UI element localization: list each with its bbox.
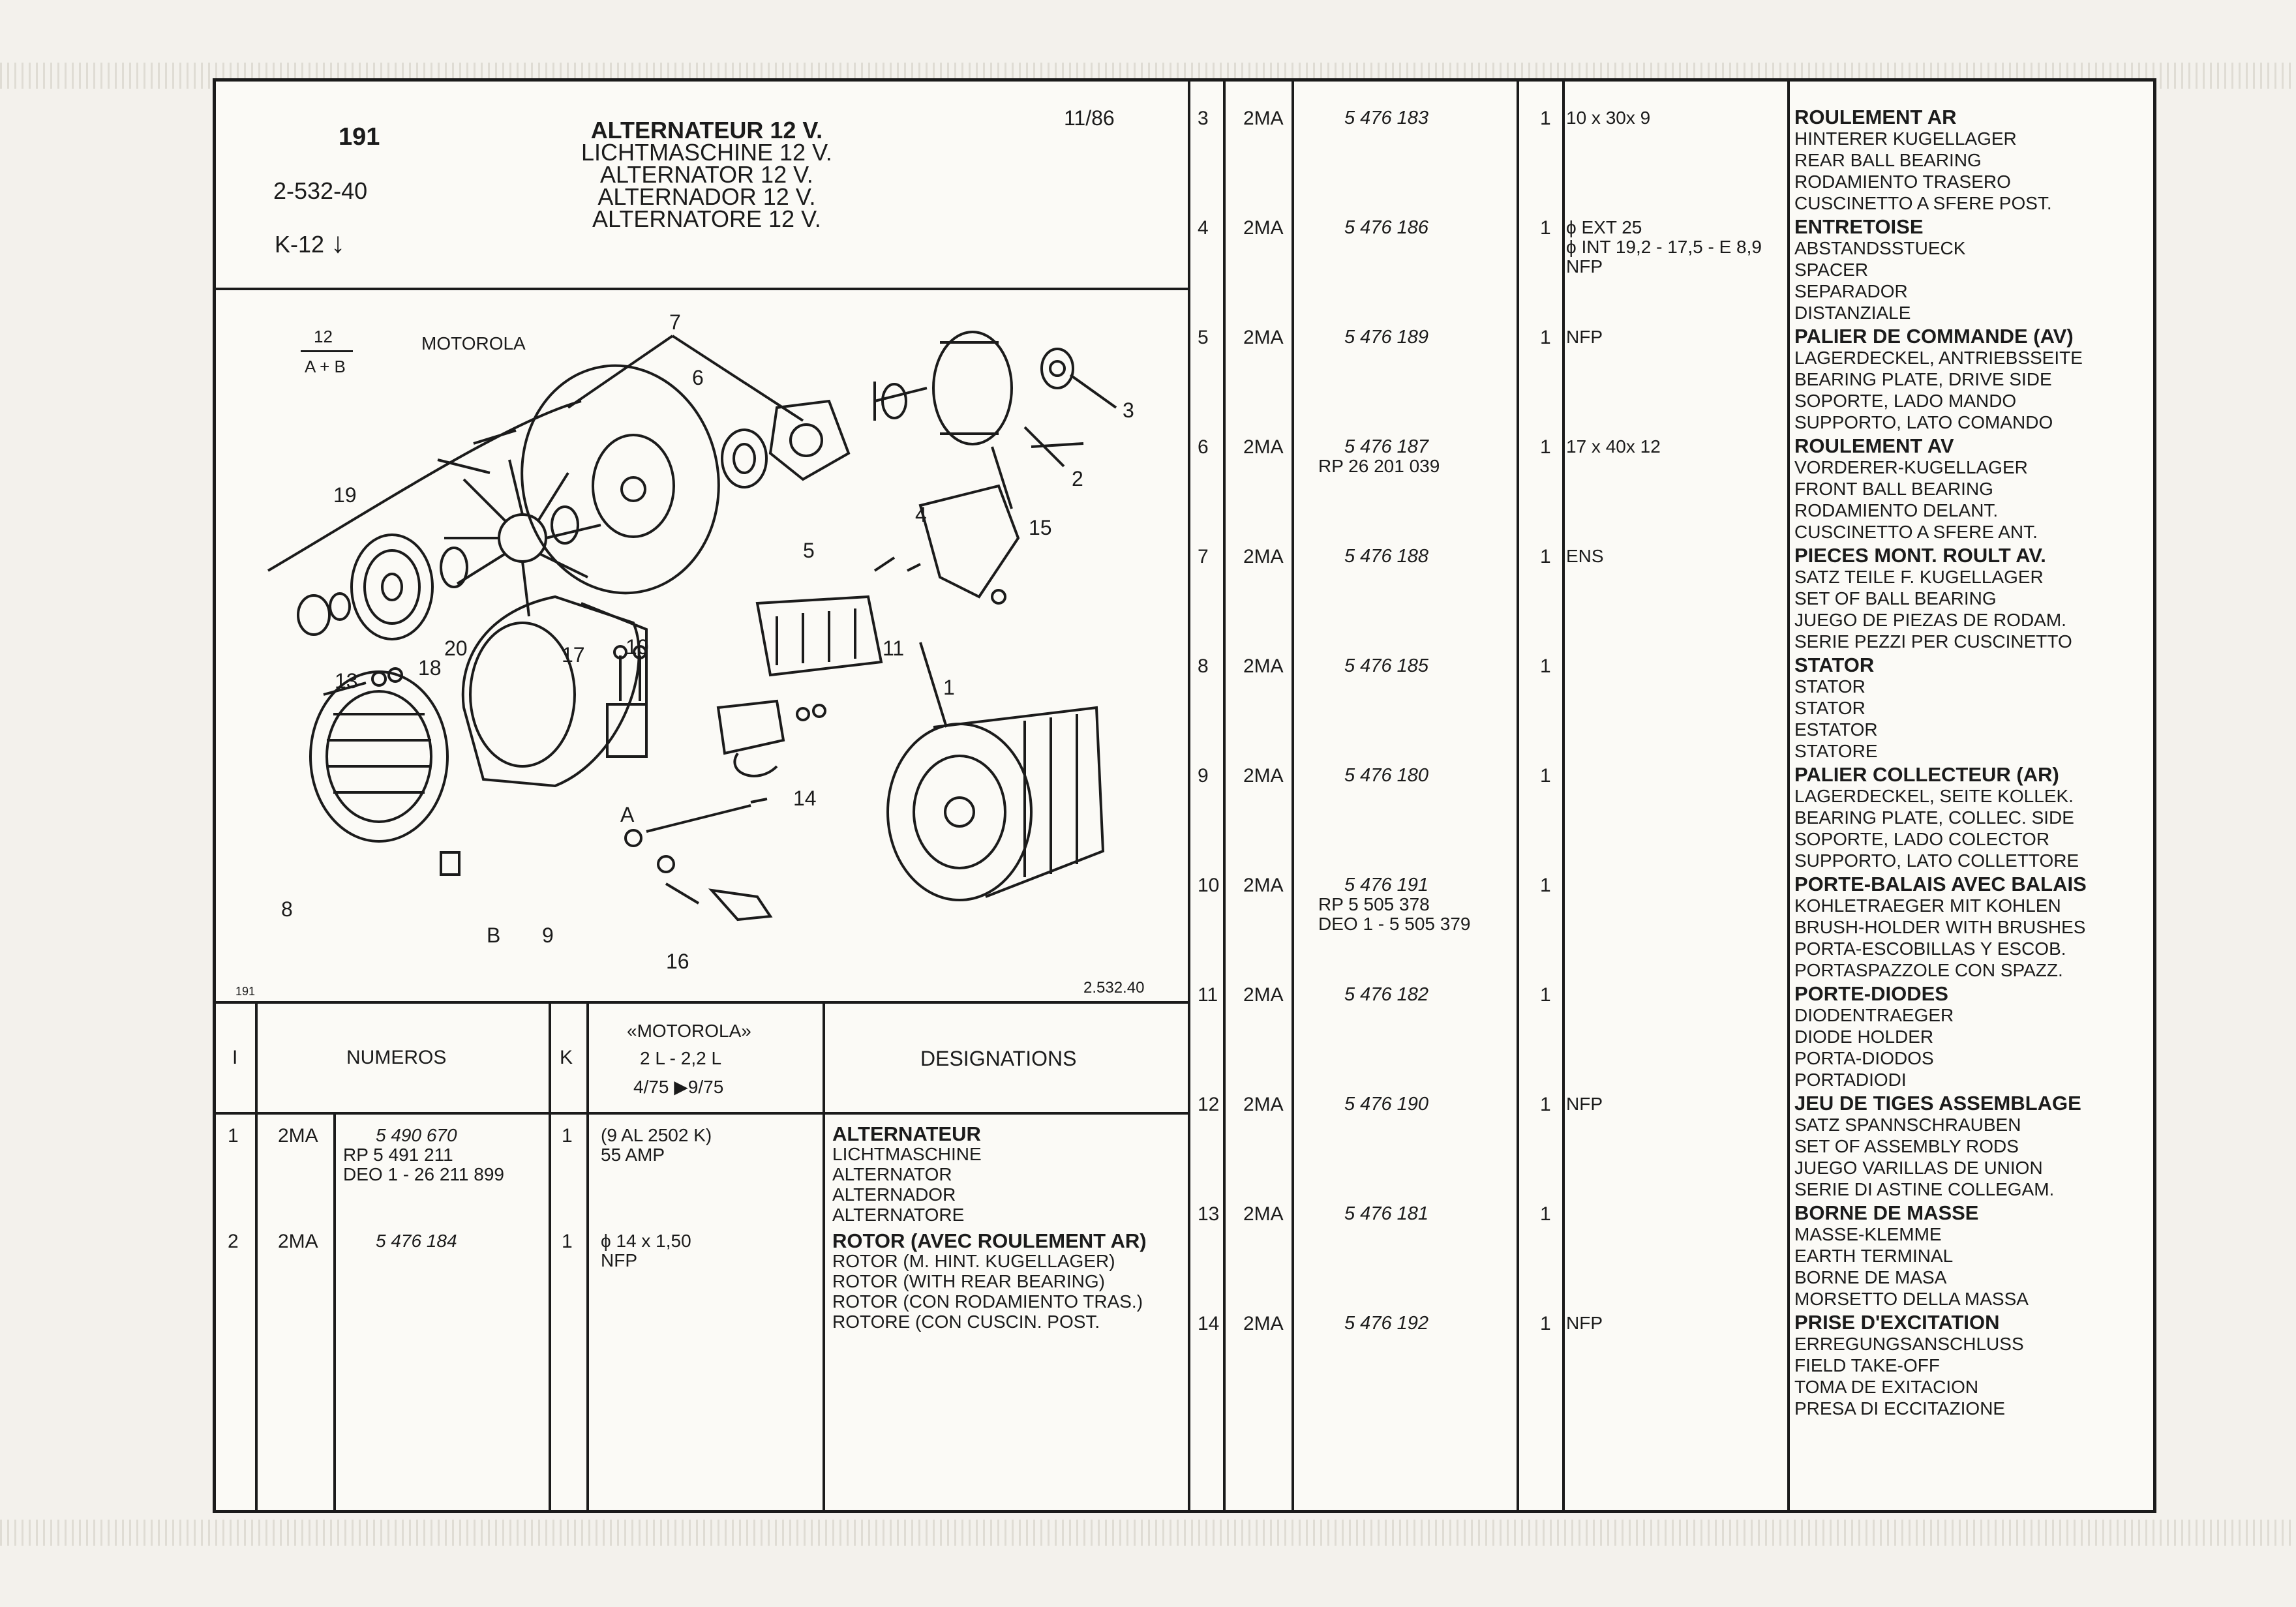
part-number: 5 490 670 [376, 1125, 457, 1145]
designation [1794, 654, 1878, 762]
spec-line: NFP [1566, 256, 1603, 277]
designation-line: BORNE DE MASA [1794, 1267, 1947, 1287]
designation-title: PRISE D'EXCITATION [1794, 1311, 2000, 1334]
group-code: 2MA [1243, 108, 1284, 129]
designation [1794, 435, 2038, 543]
group-code: 2MA [278, 1125, 318, 1147]
designation-line: ROTOR (M. HINT. KUGELLAGER) [832, 1251, 1115, 1271]
designation-title: ROTOR (AVEC ROULEMENT AR) [832, 1229, 1147, 1252]
quantity: 1 [1540, 217, 1551, 239]
col-header-numeros: NUMEROS [346, 1047, 447, 1068]
callout-13: 13 [335, 669, 358, 693]
callout-2: 2 [1072, 467, 1083, 490]
designation [1794, 1092, 2081, 1200]
part-number: 5 476 192 [1344, 1313, 1429, 1334]
designation-line: SOPORTE, LADO MANDO [1794, 391, 2017, 411]
model-engine: 2 L - 2,2 L [640, 1048, 722, 1068]
designation-line: BRUSH-HOLDER WITH BRUSHES [1794, 917, 2086, 937]
part-number: 5 476 189 [1344, 327, 1429, 348]
designation-line: FIELD TAKE-OFF [1794, 1355, 1940, 1375]
ratio-top: 12 [314, 327, 333, 346]
designation [1794, 1202, 2029, 1310]
callout-14: 14 [793, 787, 817, 810]
part-number-rp: RP 5 491 211 [343, 1145, 453, 1165]
designation-line: SUPPORTO, LATO COLLETTORE [1794, 850, 2079, 871]
callout-4: 4 [915, 503, 927, 526]
spec-line: 17 x 40x 12 [1566, 436, 1661, 457]
quantity: 1 [562, 1231, 573, 1252]
part-number-alt: DEO 1 - 5 505 379 [1318, 914, 1471, 934]
designation-title: BORNE DE MASSE [1794, 1201, 1979, 1224]
item-number: 6 [1198, 436, 1209, 458]
quantity: 1 [1540, 1094, 1551, 1115]
item-number: 10 [1198, 875, 1220, 896]
designation-line: STATOR [1794, 698, 1865, 718]
designation-line: PRESA DI ECCITAZIONE [1794, 1398, 2006, 1419]
rcol-line-spec [1787, 82, 1790, 1510]
designation-line: SEPARADOR [1794, 281, 1908, 301]
col-header-k: K [560, 1047, 573, 1068]
designation-line: ALTERNATOR [832, 1164, 952, 1184]
spec-line: NFP [1566, 1313, 1603, 1333]
quantity: 1 [1540, 1203, 1551, 1225]
designation-line: LAGERDECKEL, SEITE KOLLEK. [1794, 786, 2074, 806]
scan-noise-bottom [0, 1520, 2296, 1546]
item-number: 5 [1198, 327, 1209, 348]
model-dates: 4/75 ▶9/75 [633, 1077, 724, 1097]
designation-line: ALTERNADOR [832, 1184, 956, 1205]
designation-line: ESTATOR [1794, 719, 1878, 740]
quantity: 1 [1540, 546, 1551, 567]
designation-line: KOHLETRAEGER MIT KOHLEN [1794, 895, 2061, 916]
item-number: 1 [228, 1125, 239, 1147]
part-title-block [581, 119, 832, 230]
designation [1794, 325, 2083, 433]
alternator-drawing [216, 290, 1188, 998]
callout-5: 5 [803, 539, 815, 562]
figure-corner-code: 191 [235, 985, 256, 998]
designation-line: CUSCINETTO A SFERE ANT. [1794, 522, 2038, 542]
designation-line: BEARING PLATE, DRIVE SIDE [1794, 369, 2052, 389]
title-it: ALTERNATORE 12 V. [592, 205, 821, 232]
designation-line: ALTERNATORE [832, 1205, 965, 1225]
ratio-bottom: A + B [305, 357, 346, 376]
spec-line: ϕ 14 x 1,50 [601, 1231, 691, 1251]
quantity: 1 [1540, 436, 1551, 458]
group-code: 2MA [1243, 984, 1284, 1006]
designation-line: PORTA-DIODOS [1794, 1048, 1934, 1068]
callout-20: 20 [444, 637, 468, 660]
group-code: 2MA [1243, 1313, 1284, 1334]
designation [1794, 545, 2072, 652]
group-code: 2MA [1243, 655, 1284, 677]
designation-line: ERREGUNGSANSCHLUSS [1794, 1334, 2024, 1354]
item-number: 8 [1198, 655, 1209, 677]
col-header-i: I [232, 1047, 238, 1068]
spec-line: ENS [1566, 546, 1604, 566]
item-number: 14 [1198, 1313, 1220, 1334]
designation-title: PORTE-BALAIS AVEC BALAIS [1794, 873, 2087, 895]
col-header-designations: DESIGNATIONS [920, 1047, 1077, 1070]
designation-line: DIODE HOLDER [1794, 1027, 1934, 1047]
col-line-k [586, 1002, 589, 1511]
item-number: 4 [1198, 217, 1209, 239]
table-header-divider [216, 1112, 1188, 1115]
designation-line: EARTH TERMINAL [1794, 1246, 1954, 1266]
part-number: 5 476 182 [1344, 984, 1429, 1005]
brand-label: MOTOROLA [421, 333, 526, 353]
designation-line: FRONT BALL BEARING [1794, 479, 1993, 499]
designation-line: JUEGO DE PIEZAS DE RODAM. [1794, 610, 2066, 630]
spec-line: ϕ INT 19,2 - 17,5 - E 8,9 [1566, 237, 1762, 257]
designation [832, 1231, 1147, 1332]
quantity: 1 [1540, 655, 1551, 677]
group-code: 2MA [1243, 765, 1284, 787]
designation-line: JUEGO VARILLAS DE UNION [1794, 1158, 2043, 1178]
spec-line: ϕ EXT 25 [1566, 217, 1642, 237]
designation-line: ABSTANDSSTUECK [1794, 238, 1966, 258]
designation-line: MASSE-KLEMME [1794, 1224, 1942, 1244]
group-code: 2MA [1243, 217, 1284, 239]
designation-title: STATOR [1794, 653, 1875, 676]
group-code: 2MA [1243, 1094, 1284, 1115]
title-en: ALTERNATOR 12 V. [600, 161, 813, 188]
designation-line: ROTORE (CON CUSCIN. POST. [832, 1312, 1100, 1332]
part-number: 5 476 188 [1344, 546, 1429, 567]
designation-title: PORTE-DIODES [1794, 982, 1948, 1005]
designation-line: STATOR [1794, 676, 1865, 697]
designation [1794, 873, 2087, 981]
designation-line: SERIE PEZZI PER CUSCINETTO [1794, 631, 2072, 652]
callout-10: 10 [626, 635, 649, 659]
parts-sheet [213, 78, 2156, 1513]
designation-line: STATORE [1794, 741, 1878, 761]
callout-A: A [620, 803, 635, 826]
assembly-rod-19 [268, 401, 581, 571]
designation-line: ROTOR (CON RODAMIENTO TRAS.) [832, 1291, 1143, 1312]
spec-line: 10 x 30x 9 [1566, 108, 1651, 128]
sheet-variant: K-12 ↓ [275, 227, 346, 259]
callout-3: 3 [1123, 398, 1134, 422]
item-number: 12 [1198, 1094, 1220, 1115]
spec-line: NFP [1566, 327, 1603, 347]
designation-line: DISTANZIALE [1794, 303, 1911, 323]
callout-9: 9 [542, 924, 554, 947]
part-number: 5 476 190 [1344, 1094, 1429, 1115]
designation [1794, 983, 1954, 1090]
item-number: 3 [1198, 108, 1209, 129]
designation-line: TOMA DE EXITACION [1794, 1377, 1979, 1397]
callout-8: 8 [281, 897, 293, 921]
callout-6: 6 [692, 366, 704, 389]
callout-B: B [487, 924, 501, 947]
callout-7: 7 [669, 310, 681, 334]
callout-11: 11 [883, 637, 905, 660]
part-number: 5 476 184 [376, 1231, 457, 1251]
designation-title: ENTRETOISE [1794, 215, 1924, 238]
rcol-line-num [1517, 82, 1519, 1510]
designation-line: LICHTMASCHINE [832, 1144, 982, 1164]
designation-line: BEARING PLATE, COLLEC. SIDE [1794, 807, 2074, 828]
designation-line: MORSETTO DELLA MASSA [1794, 1289, 2029, 1309]
designation-line: SERIE DI ASTINE COLLEGAM. [1794, 1179, 2055, 1199]
designation-line: REAR BALL BEARING [1794, 150, 1982, 170]
group-code: 2MA [278, 1231, 318, 1252]
item-number: 11 [1198, 984, 1218, 1006]
rcol-line-grp [1292, 82, 1294, 1510]
part-number: 5 476 181 [1344, 1203, 1429, 1224]
group-code: 2MA [1243, 436, 1284, 458]
designation [1794, 106, 2052, 214]
designation-line: PORTA-ESCOBILLAS Y ESCOB. [1794, 939, 2066, 959]
drive-end-hub [593, 435, 674, 537]
designation [1794, 1312, 2024, 1419]
part-number: 5 476 186 [1344, 217, 1429, 238]
part-number-alt: RP 26 201 039 [1318, 456, 1440, 476]
spec-line: NFP [601, 1250, 637, 1270]
quantity: 1 [1540, 1313, 1551, 1334]
sheet-code: 191 [339, 123, 380, 151]
designation-line: VORDERER-KUGELLAGER [1794, 457, 2028, 477]
rcol-line-i [1223, 82, 1226, 1510]
designation-title: ROULEMENT AV [1794, 434, 1954, 457]
part-number-deo: DEO 1 - 26 211 899 [343, 1164, 504, 1184]
spec-line: 55 AMP [601, 1145, 665, 1165]
item-number: 7 [1198, 546, 1209, 567]
quantity: 1 [562, 1125, 573, 1147]
designation-line: HINTERER KUGELLAGER [1794, 128, 2017, 149]
model-brand: «MOTOROLA» [627, 1021, 751, 1041]
designation-title: ALTERNATEUR [832, 1122, 981, 1145]
callout-16: 16 [666, 950, 689, 973]
drawing-reference: 2.532.40 [1083, 979, 1145, 997]
designation-line: PORTADIODI [1794, 1070, 1907, 1090]
callout-15: 15 [1029, 516, 1052, 539]
designation-line: LAGERDECKEL, ANTRIEBSSEITE [1794, 348, 2083, 368]
callout-17: 17 [562, 643, 585, 667]
callout-18: 18 [418, 656, 442, 680]
quantity: 1 [1540, 984, 1551, 1006]
spec-line: (9 AL 2502 K) [601, 1125, 712, 1145]
callout-19: 19 [333, 483, 357, 507]
col-line-grp [333, 1113, 336, 1511]
designation-line: SPACER [1794, 260, 1869, 280]
designation-line: SET OF BALL BEARING [1794, 588, 1997, 608]
group-code: 2MA [1243, 875, 1284, 896]
designation-line: SET OF ASSEMBLY RODS [1794, 1136, 2019, 1156]
designation-line: RODAMIENTO DELANT. [1794, 500, 1999, 520]
designation-title: ROULEMENT AR [1794, 106, 1957, 128]
designation-line: SATZ SPANNSCHRAUBEN [1794, 1115, 2021, 1135]
group-code: 2MA [1243, 546, 1284, 567]
group-code: 2MA [1243, 1203, 1284, 1225]
item-number: 13 [1198, 1203, 1220, 1225]
designation [832, 1124, 982, 1225]
part-number: 5 476 180 [1344, 765, 1429, 786]
exploded-view-figure [216, 290, 1188, 1000]
designation-line: RODAMIENTO TRASERO [1794, 172, 2011, 192]
title-es: ALTERNADOR 12 V. [597, 183, 816, 210]
designation-line: PORTASPAZZOLE CON SPAZZ. [1794, 960, 2063, 980]
sheet-date: 11/86 [1064, 106, 1115, 130]
title-de: LICHTMASCHINE 12 V. [581, 139, 832, 166]
group-code: 2MA [1243, 327, 1284, 348]
designation-title: PIECES MONT. ROULT AV. [1794, 544, 2046, 567]
part-number: 5 476 191 [1344, 875, 1429, 895]
part-number: 5 476 185 [1344, 655, 1429, 676]
designation-title: PALIER COLLECTEUR (AR) [1794, 763, 2059, 786]
designation-line: DIODENTRAEGER [1794, 1005, 1954, 1025]
callout-1: 1 [943, 676, 955, 699]
designation-line: ROTOR (WITH REAR BEARING) [832, 1271, 1105, 1291]
part-number: 5 476 187 [1344, 436, 1429, 457]
quantity: 1 [1540, 765, 1551, 787]
spec-line: NFP [1566, 1094, 1603, 1114]
designation-line: SOPORTE, LADO COLECTOR [1794, 829, 2050, 849]
item-number: 2 [228, 1231, 239, 1252]
designation [1794, 216, 1965, 323]
quantity: 1 [1540, 875, 1551, 896]
item-number: 9 [1198, 765, 1209, 787]
designation [1794, 764, 2079, 871]
part-number-alt: RP 5 505 378 [1318, 894, 1430, 914]
col-line-num [549, 1002, 551, 1511]
col-line-spec [823, 1002, 825, 1511]
designation-title: JEU DE TIGES ASSEMBLAGE [1794, 1092, 2081, 1115]
designation-line: CUSCINETTO A SFERE POST. [1794, 193, 2052, 213]
quantity: 1 [1540, 108, 1551, 129]
quantity: 1 [1540, 327, 1551, 348]
rcol-line-k [1562, 82, 1565, 1510]
designation-title: PALIER DE COMMANDE (AV) [1794, 325, 2074, 348]
designation-line: SATZ TEILE F. KUGELLAGER [1794, 567, 2044, 587]
sheet-reference: 2-532-40 [273, 177, 368, 204]
title-fr: ALTERNATEUR 12 V. [590, 117, 823, 143]
part-number: 5 476 183 [1344, 108, 1429, 128]
designation-line: SUPPORTO, LATO COMANDO [1794, 412, 2053, 432]
col-line-i [255, 1002, 258, 1511]
